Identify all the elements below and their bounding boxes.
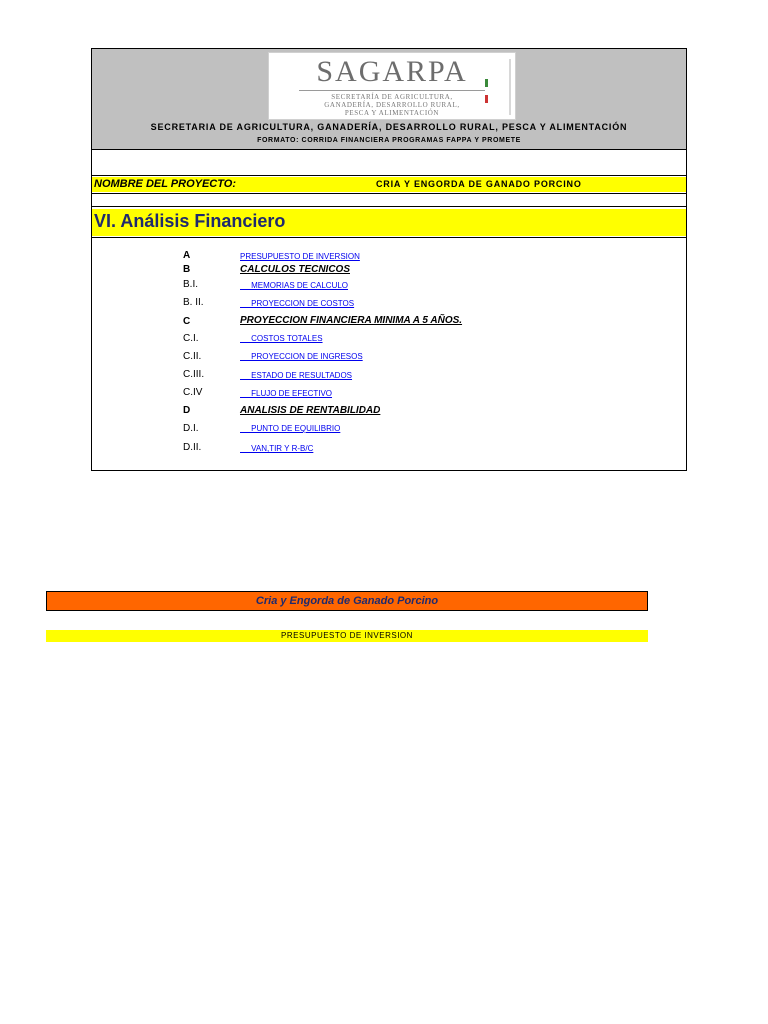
logo-subtitle-line: GANADERÍA, DESARROLLO RURAL,	[324, 101, 460, 109]
index-code-c4: C.IV	[183, 387, 203, 398]
index-code-a: A	[183, 250, 191, 261]
link-proyeccion-costos[interactable]: PROYECCION DE COSTOS	[240, 299, 355, 308]
logo-divider	[299, 90, 485, 91]
project-banner: Cria y Engorda de Ganado Porcino	[46, 591, 648, 611]
sagarpa-logo	[268, 52, 516, 120]
cover-sheet	[91, 48, 687, 471]
secretaria-title: SECRETARIA DE AGRICULTURA, GANADERÍA, DESARROLLO RURAL, PESCA Y ALIMENTACIÓN	[150, 122, 628, 132]
row-divider	[92, 193, 686, 194]
index-code-d: D	[183, 405, 191, 416]
link-flujo-efectivo[interactable]: FLUJO DE EFECTIVO	[240, 389, 333, 398]
section-heading-row	[92, 209, 686, 236]
index-code-c: C	[183, 316, 191, 327]
institution-header	[92, 49, 686, 150]
index-code-c1: C.I.	[183, 333, 199, 344]
logo-subtitle-line: SECRETARÍA DE AGRICULTURA,	[331, 93, 453, 101]
link-presupuesto-inversion[interactable]: PRESUPUESTO DE INVERSION	[240, 252, 360, 261]
index-code-b: B	[183, 264, 191, 275]
row-divider	[92, 175, 686, 176]
index-code-c2: C.II.	[183, 351, 202, 362]
logo-subtitle-line: PESCA Y ALIMENTACIÓN	[344, 109, 440, 117]
index-code-b1: B.I.	[183, 279, 199, 290]
index-code-d1: D.I.	[183, 423, 199, 434]
project-name-row	[92, 177, 686, 192]
section-title: VI. Análisis Financiero	[94, 211, 286, 231]
link-estado-resultados[interactable]: ESTADO DE RESULTADOS	[240, 371, 353, 380]
heading-calculos-tecnicos: CALCULOS TECNICOS	[240, 264, 350, 275]
link-van-tir-rbc[interactable]: VAN,TIR Y R-B/C	[240, 444, 314, 453]
link-costos-totales[interactable]: COSTOS TOTALES	[240, 334, 323, 343]
row-divider	[92, 206, 686, 207]
link-proyeccion-ingresos[interactable]: PROYECCION DE INGRESOS	[240, 352, 363, 361]
project-name-value: CRIA Y ENGORDA DE GANADO PORCINO	[376, 179, 582, 189]
logo-side-bar	[509, 59, 511, 115]
index-code-c3: C.III.	[183, 369, 205, 380]
heading-analisis-rentabilidad: ANALISIS DE RENTABILIDAD	[240, 405, 381, 416]
link-memorias-calculo[interactable]: MEMORIAS DE CALCULO	[240, 281, 349, 290]
link-punto-equilibrio[interactable]: PUNTO DE EQUILIBRIO	[240, 424, 341, 433]
project-name-label: NOMBRE DEL PROYECTO:	[94, 178, 236, 190]
logo-title: SAGARPA	[316, 55, 468, 88]
row-divider	[92, 237, 686, 238]
presupuesto-subheading: PRESUPUESTO DE INVERSION	[46, 630, 648, 642]
heading-proyeccion-financiera: PROYECCION FINANCIERA MINIMA A 5 AÑOS.	[240, 315, 463, 326]
index-code-d2: D.II.	[183, 442, 202, 453]
formato-subtitle: FORMATO: CORRIDA FINANCIERA PROGRAMAS FAPPA Y PROMETE	[257, 137, 521, 144]
index-code-b2: B. II.	[183, 297, 204, 308]
